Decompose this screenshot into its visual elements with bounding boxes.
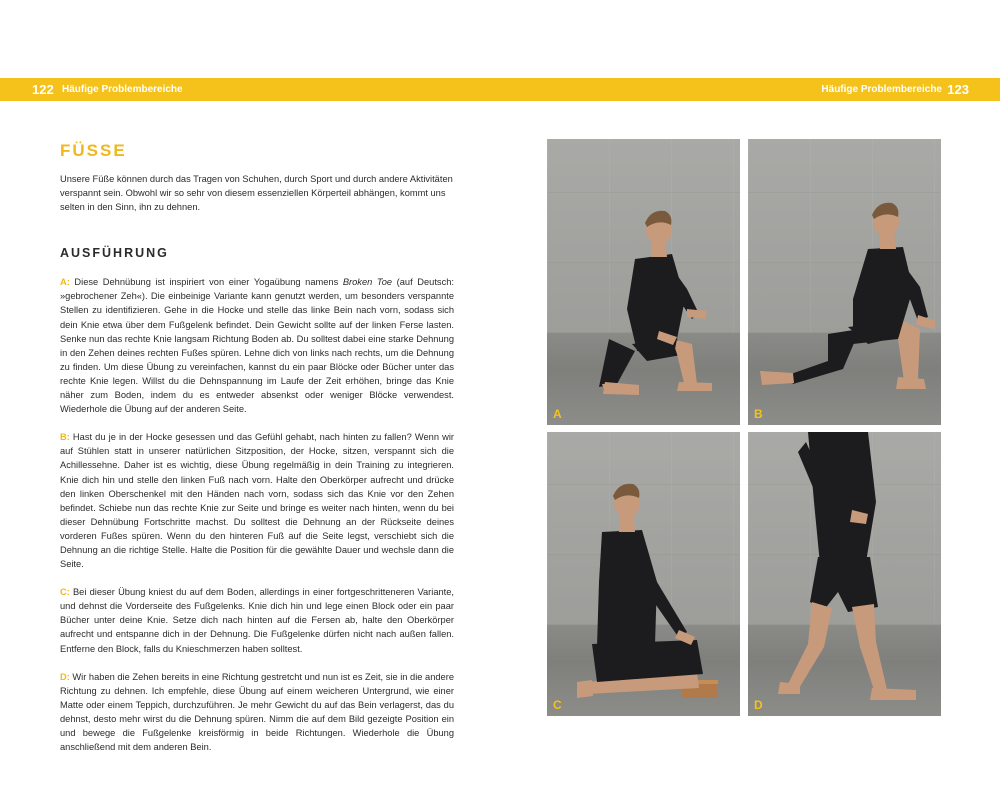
instruction-paragraph-b: [60, 430, 454, 571]
left-running-title: Häufige Problembereiche: [62, 84, 183, 95]
paragraph-letter: C:: [60, 587, 70, 598]
instructions-heading: AUSFÜHRUNG: [60, 246, 169, 261]
photo-a: [547, 139, 740, 425]
intro-paragraph: Unsere Füße können durch das Tragen von Schuhen, durch Sport und durch andere Aktivitäten verspannt sein. Obwohl wir so sehr von diesem essenziellen Körperteil abhängen, kommt uns selten in den Sinn, ihn zu dehnen.: [60, 174, 453, 213]
pose-name: Broken Toe: [342, 277, 393, 288]
photo-b: [748, 139, 941, 425]
right-page-number: 123: [947, 82, 969, 97]
photo-label: D: [754, 698, 763, 712]
photo-c: [547, 432, 740, 716]
person-figure: [547, 139, 740, 425]
paragraph-text: (auf Deutsch: »gebrochener Zeh«). Die einbeinige Variante kann genutzt werden, um besonders verspannte Stellen zu identifizieren. Gehe in die Hocke und stelle das linke Bein nach vorn, sodass sich dein Knie etwa über dem Fußgelenk befindet. Dein Gewicht sollte auf der linken Ferse lasten. Senke nun das rechte Knie langsam Richtung Boden ab. Du solltest dabei eine starke Dehnung in den Zehen deines rechten Fußes spüren. Lehne dich von links nach rechts, um die Dehnung zu finden. Um diese Übung zu vereinfachen, kannst du ein paar Blöcke oder Bücher unter das rechte Knie legen. Willst du die Dehnspannung im Laufe der Zeit erhöhen, bringe das Knie näher zum Boden, indem du es entweder absenkst oder weniger Blöcke verwendest. Wiederhole die Übung auf der anderen Seite.: [60, 277, 454, 415]
instruction-paragraph-c: [60, 585, 454, 655]
text-column: [60, 140, 454, 754]
paragraph-letter: A:: [60, 277, 70, 288]
photo-label: B: [754, 407, 763, 421]
photo-d: [748, 432, 941, 716]
paragraph-text: Bei dieser Übung kniest du auf dem Boden, allerdings in einer fortgeschritteneren Variante, und dehnst die Vorderseite des Fußgelenks. Knie dich hin und lege einen Block oder ein paar Bücher unter deine Knie. Setze dich nach hinten auf die Fersen ab, halte den Oberkörper aufrecht und entspanne dich in der Dehnung. Die Fußgelenke dürfen nicht nach außen fallen. Entferne den Block, falls du Knieschmerzen haben solltest.: [60, 587, 454, 654]
photo-label: A: [553, 407, 562, 421]
instruction-paragraph-d: [60, 670, 454, 755]
photo-label: C: [553, 698, 562, 712]
right-running-title: Häufige Problembereiche: [821, 84, 942, 95]
paragraph-letter: B:: [60, 432, 70, 443]
left-page-number: 122: [32, 82, 54, 97]
paragraph-text: Wir haben die Zehen bereits in eine Richtung gestretcht und nun ist es Zeit, sie in die andere Richtung zu dehnen. Ich empfehle, diese Übung auf einem weicheren Untergrund, wie einer Matte oder einem Teppich, durchzuführen. Je mehr Gewicht du auf das Bein verlagerst, das du dehnst, desto mehr wirst du die Dehnung spüren. Nimm die auf dem Bild gezeigte Position ein und bewege die Fußgelenke kreisförmig in beide Richtungen. Wiederhole die Übung anschließend mit dem anderen Bein.: [60, 671, 454, 753]
running-header: [0, 78, 1000, 101]
paragraph-text: Hast du je in der Hocke gesessen und das Gefühl gehabt, nach hinten zu fallen? Wenn wir auf Stühlen statt in unserer natürlichen Sitzposition, der Hocke, sitzen, verspannt sich die Achillessehne. Daher ist es wichtig, diese Übung regelmäßig in dein Training zu integrieren. Knie dich hin und stelle den linken Fuß nach vorn. Halte den Oberkörper aufrecht und drücke den linken Oberschenkel mit den Händen nach vorn, sodass sich das Knie vor den Zehen befindet. Schiebe nun das rechte Knie zur Seite und bringe es weiter nach hinten, wenn du bei dieser Dehnübung Fortschritte machst. Du solltest die Dehnung an der Rückseite deines vorderen Fußes spüren. Wenn du den hinteren Fuß auf die Seite legst, verschiebt sich die Dehnung an die richtige Stelle. Halte die Position für die gewählte Dauer und wechsle dann die Seite.: [60, 432, 454, 570]
instruction-paragraph-a: [60, 275, 454, 416]
person-figure: [748, 139, 941, 425]
person-figure: [748, 432, 941, 716]
paragraph-text: Diese Dehnübung ist inspiriert von einer Yogaübung namens: [69, 277, 343, 288]
paragraph-letter: D:: [60, 671, 70, 682]
section-title: FÜSSE: [60, 141, 127, 160]
person-figure: [547, 432, 740, 716]
